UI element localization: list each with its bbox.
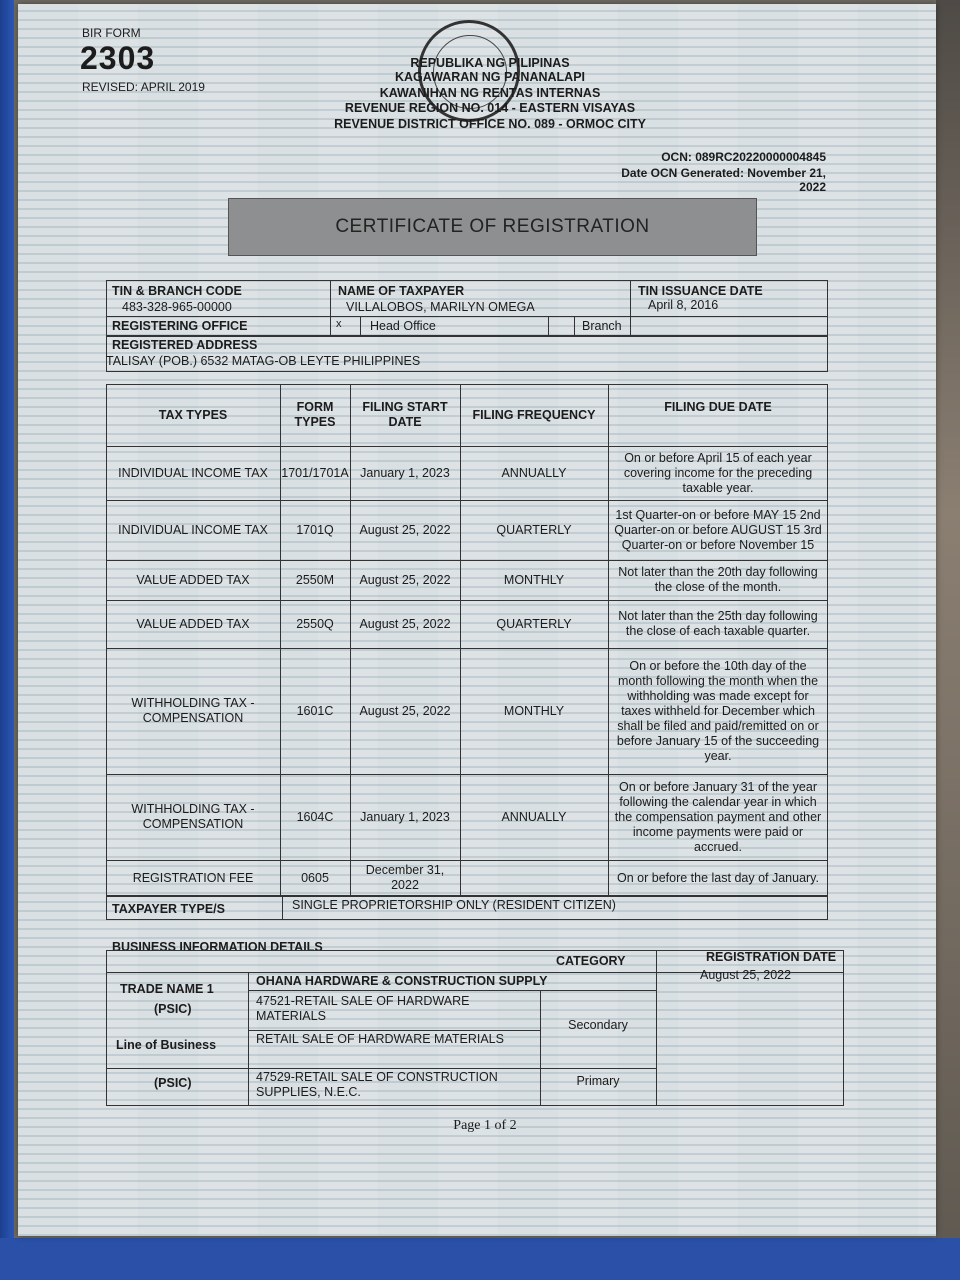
table-cell: January 1, 2023: [360, 465, 450, 480]
table-cell: August 25, 2022: [359, 616, 451, 631]
address-label: REGISTERED ADDRESS: [112, 338, 258, 352]
head-office-option: Head Office: [370, 319, 436, 333]
table-cell: VALUE ADDED TAX: [136, 572, 250, 587]
psic-label: (PSIC): [154, 1002, 192, 1016]
address-value: TALISAY (POB.) 6532 MATAG-OB LEYTE PHILIPPINES: [106, 354, 421, 368]
table-cell: August 25, 2022: [359, 522, 451, 537]
table-cell: 1701Q: [296, 522, 334, 537]
table-cell: [460, 860, 608, 896]
psic-label-2: (PSIC): [154, 1076, 192, 1090]
col-filing-due: FILING DUE DATE: [664, 399, 772, 414]
category-primary: Primary: [576, 1073, 620, 1088]
table-cell: ANNUALLY: [501, 465, 567, 480]
table-cell: MONTHLY: [503, 703, 565, 718]
table-cell: 1701/1701A: [281, 465, 349, 480]
line-of-business: RETAIL SALE OF HARDWARE MATERIALS: [256, 1032, 504, 1046]
header-line-3: KAWANIHAN NG RENTAS INTERNAS: [379, 86, 601, 100]
taxpayer-name: VILLALOBOS, MARILYN OMEGA: [346, 300, 535, 314]
tin-issuance-date: April 8, 2016: [648, 298, 719, 312]
table-cell: VALUE ADDED TAX: [136, 616, 250, 631]
line-of-business-label: Line of Business: [116, 1038, 217, 1052]
header-line-5: REVENUE DISTRICT OFFICE NO. 089 - ORMOC CITY: [334, 117, 646, 131]
table-cell: MONTHLY: [503, 572, 565, 587]
tin-value: 483-328-965-00000: [122, 300, 232, 314]
category-secondary: Secondary: [568, 1017, 628, 1032]
table-cell: ANNUALLY: [501, 809, 567, 824]
taxpayer-type-value: SINGLE PROPRIETORSHIP ONLY (RESIDENT CITIZEN): [292, 898, 616, 912]
form-label: BIR FORM: [82, 26, 141, 40]
business-info-heading: BUSINESS INFORMATION DETAILS: [112, 940, 323, 954]
table-cell: 2550Q: [296, 616, 334, 631]
taxpayer-type-label: TAXPAYER TYPE/S: [112, 902, 225, 916]
table-cell: INDIVIDUAL INCOME TAX: [118, 465, 268, 480]
registering-office-label: REGISTERING OFFICE: [112, 319, 248, 333]
registration-date: August 25, 2022: [700, 968, 792, 982]
form-revision: REVISED: APRIL 2019: [82, 80, 205, 94]
table-cell: On or before the last day of January.: [617, 870, 819, 885]
table-cell: On or before April 15 of each year covering income for the preceding taxable year.: [623, 450, 813, 495]
ocn-number: OCN: 089RC20220000004845: [661, 150, 826, 164]
table-cell: WITHHOLDING TAX - COMPENSATION: [131, 802, 255, 831]
table-cell: 2550M: [295, 572, 335, 587]
table-cell: August 25, 2022: [359, 572, 451, 587]
page-title: CERTIFICATE OF REGISTRATION: [228, 198, 757, 256]
col-filing-frequency: FILING FREQUENCY: [472, 407, 596, 422]
header-line-4: REVENUE REGION NO. 014 - EASTERN VISAYAS: [344, 101, 636, 115]
trade-name-label: TRADE NAME 1: [120, 982, 214, 996]
header-line-1: REPUBLIKA NG PILIPINAS: [410, 56, 570, 70]
table-cell: Not later than the 20th day following the close of the month.: [618, 565, 818, 594]
table-cell: QUARTERLY: [496, 522, 572, 537]
table-cell: INDIVIDUAL INCOME TAX: [118, 522, 268, 537]
ocn-date: Date OCN Generated: November 21, 2022: [621, 166, 826, 194]
table-cell: 1601C: [296, 703, 334, 718]
table-cell: 0605: [301, 870, 329, 885]
table-cell: REGISTRATION FEE: [132, 870, 254, 885]
branch-option: Branch: [582, 319, 622, 333]
psic-code-2: 47529-RETAIL SALE OF CONSTRUCTION SUPPLIES, N.E.C.: [256, 1070, 498, 1099]
table-cell: 1st Quarter-on or before MAY 15 2nd Quarter-on or before AUGUST 15 3rd Quarter-on or before November 15: [614, 507, 822, 552]
background-edge: [936, 0, 960, 1280]
table-cell: 1604C: [296, 809, 334, 824]
table-cell: On or before January 31 of the year following the calendar year in which the compensation payment and other income payments were paid or accrued.: [614, 779, 822, 854]
registration-date-label: REGISTRATION DATE: [706, 950, 837, 964]
folder-edge: [0, 1238, 960, 1280]
table-cell: December 31, 2022: [365, 863, 445, 892]
table-cell: WITHHOLDING TAX - COMPENSATION: [131, 696, 255, 725]
col-form-types: FORM TYPES: [294, 400, 336, 429]
table-cell: August 25, 2022: [359, 703, 451, 718]
form-number: 2303: [80, 40, 156, 76]
taxpayer-name-label: NAME OF TAXPAYER: [338, 284, 465, 298]
col-filing-start: FILING START DATE: [362, 400, 448, 429]
header-line-2: KAGAWARAN NG PANANALAPI: [394, 70, 586, 84]
tin-label: TIN & BRANCH CODE: [112, 284, 242, 298]
head-office-checkbox: x: [336, 318, 342, 330]
table-cell: January 1, 2023: [360, 809, 450, 824]
table-cell: On or before the 10th day of the month following the month when the withholding was made except for taxes withheld for December which shall be filed and paid/remitted on or before January 15 of the succeeding year.: [616, 658, 820, 763]
table-cell: QUARTERLY: [496, 616, 572, 631]
page-number: Page 1 of 2: [453, 1118, 517, 1133]
table-cell: Not later than the 25th day following the close of each taxable quarter.: [618, 609, 818, 638]
trade-name: OHANA HARDWARE & CONSTRUCTION SUPPLY: [256, 974, 548, 988]
tin-issuance-label: TIN ISSUANCE DATE: [638, 284, 763, 298]
psic-code-1: 47521-RETAIL SALE OF HARDWARE MATERIALS: [256, 994, 470, 1023]
col-tax-types: TAX TYPES: [158, 407, 228, 422]
category-label: CATEGORY: [556, 954, 626, 968]
